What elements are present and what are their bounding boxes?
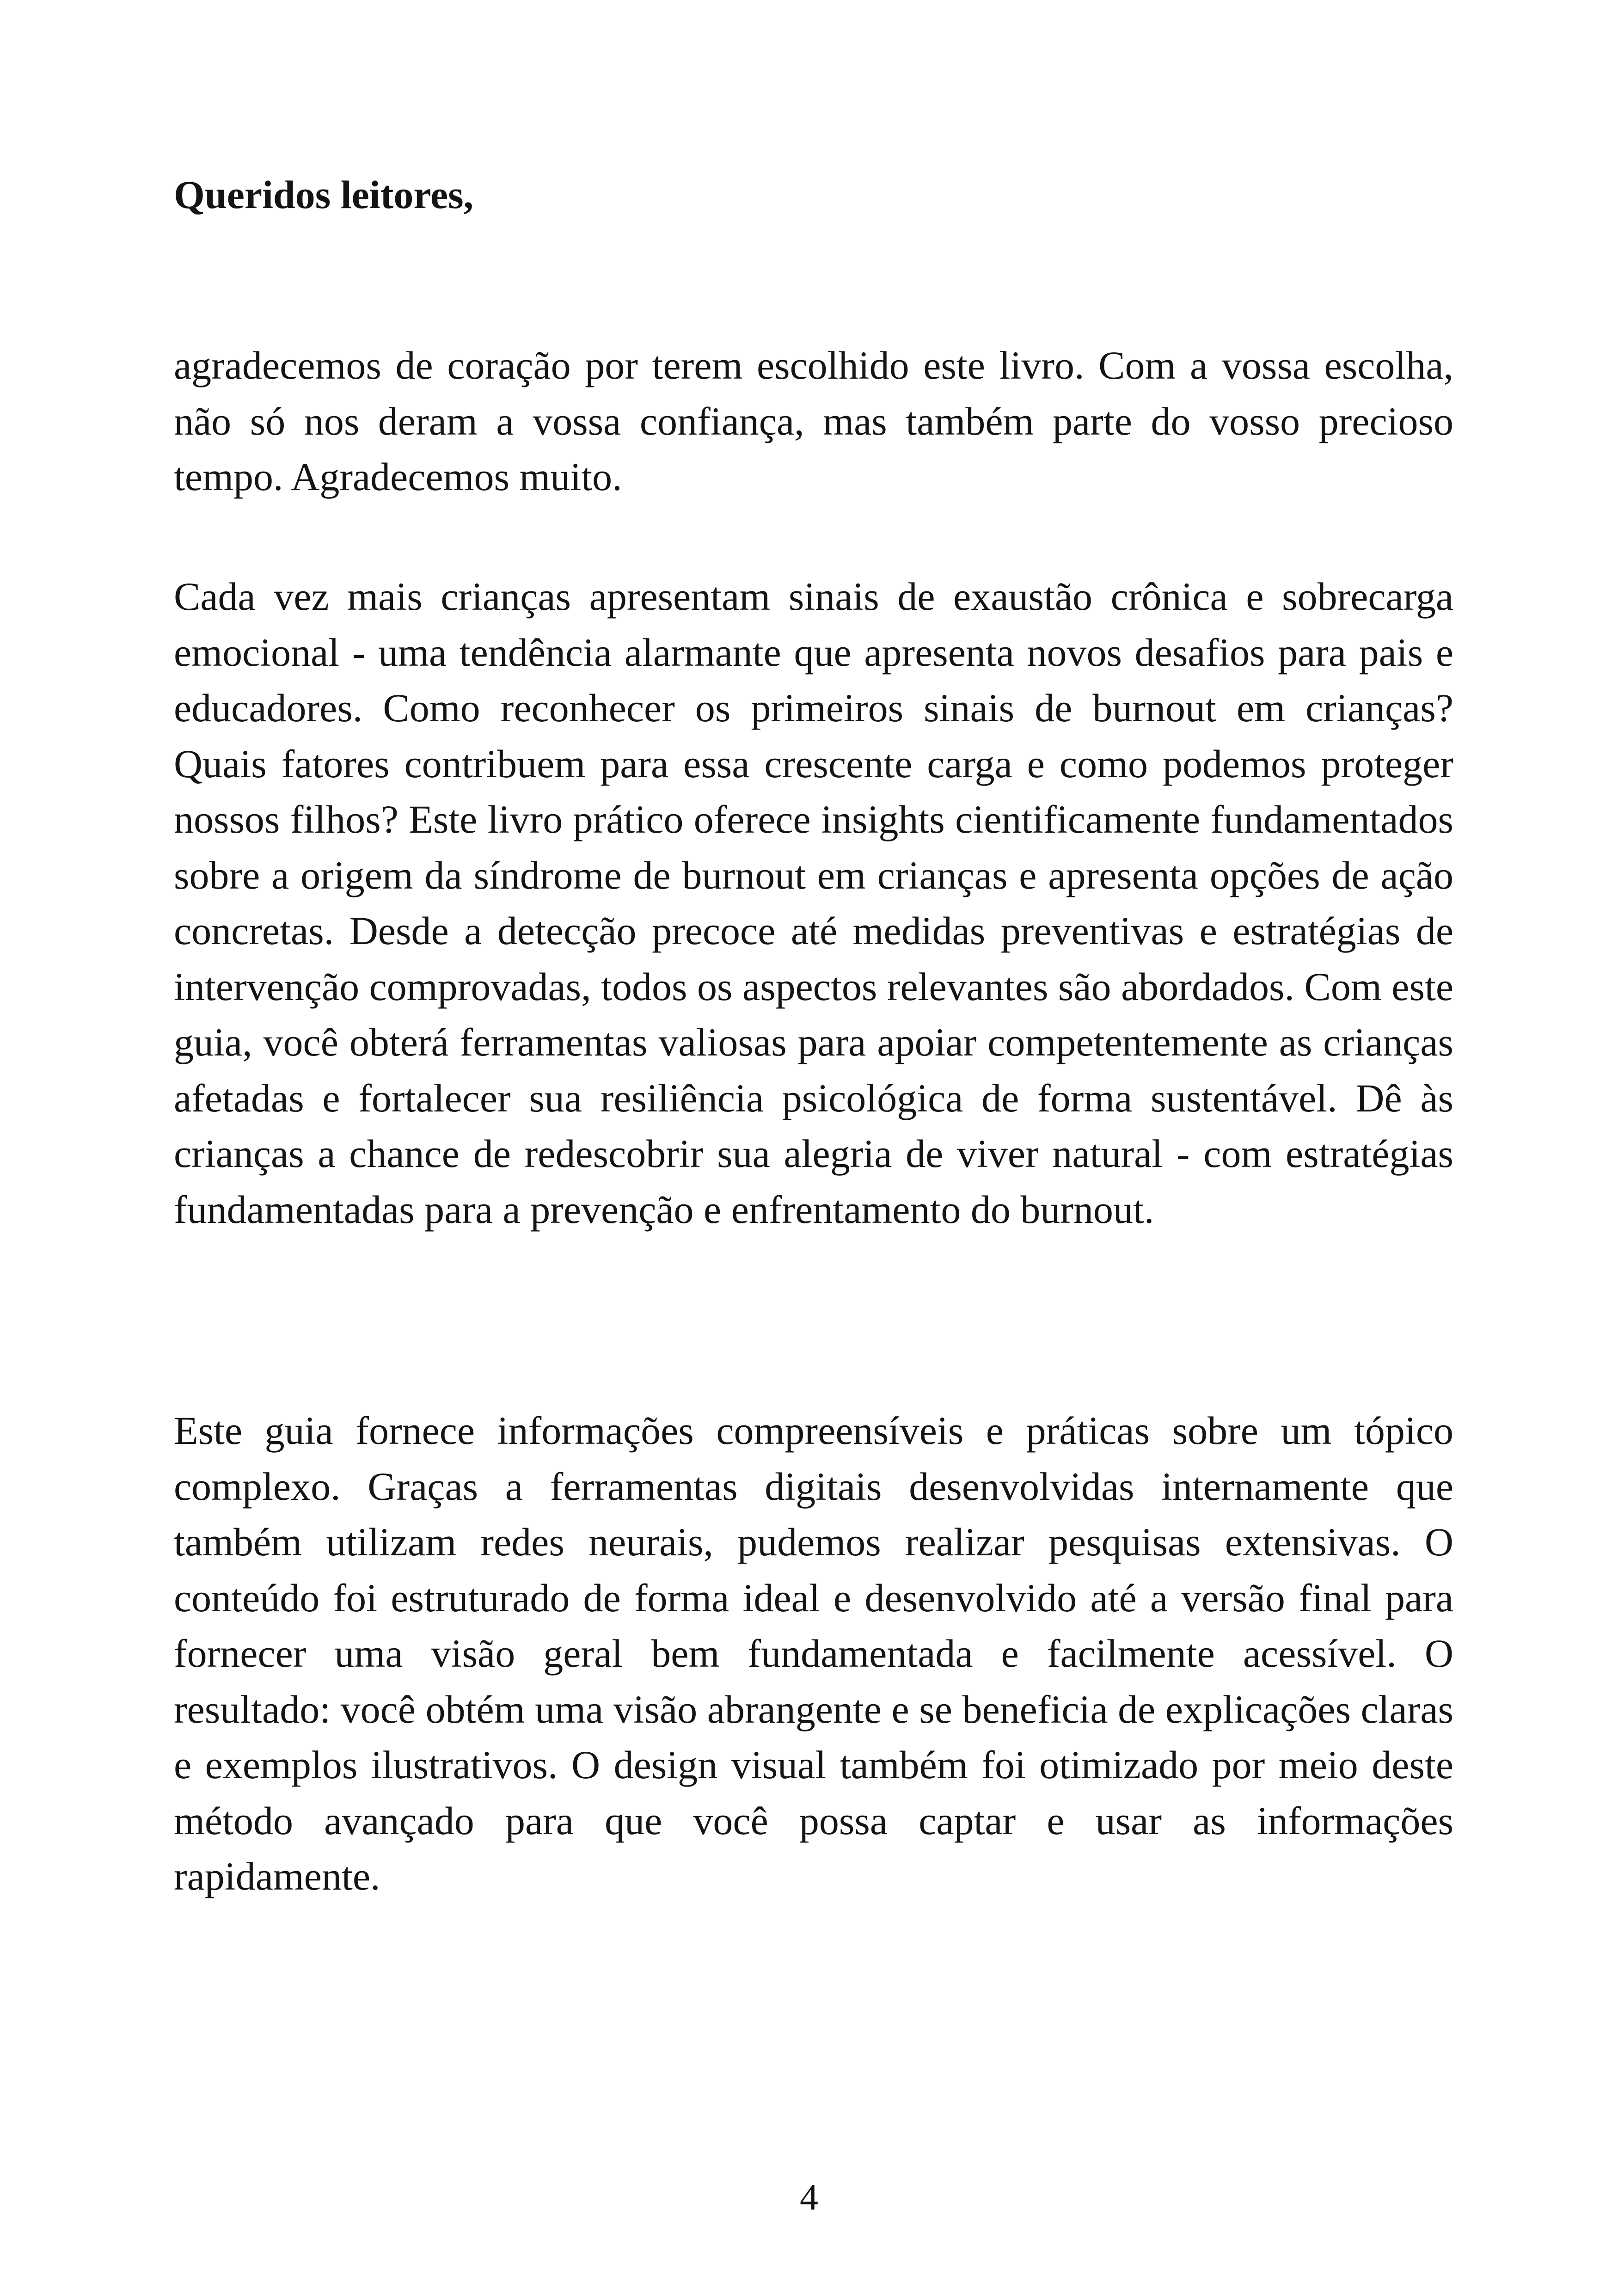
greeting-heading: Queridos leitores,: [174, 172, 474, 217]
paragraph-guide-method: Este guia fornece informações compreensíveis e práticas sobre um tópico complexo. Graças a ferramentas digitais desenvolvidas internamente que também utilizam redes neurais, pudemos realizar pesquisas extensivas. O conteúdo foi estruturado de forma ideal e desenvolvido até a versão final para fornecer uma visão geral bem fundamentada e facilmente acessível. O resultado: você obtém uma visão abrangente e se beneficia de explicações claras e exemplos ilustrativos. O design visual também foi otimizado por meio deste método avançado para que você possa captar e usar as informações rapidamente.: [174, 1408, 1453, 1898]
paragraph-thanks: agradecemos de coração por terem escolhido este livro. Com a vossa escolha, não só nos deram a vossa confiança, mas também parte do vosso precioso tempo. Agradecemos muito.: [174, 343, 1453, 499]
paragraph-book-description: Cada vez mais crianças apresentam sinais de exaustão crônica e sobrecarga emocional - uma tendência alarmante que apresenta novos desafios para pais e educadores. Como reconhecer os primeiros sinais de burnout em crianças? Quais fatores contribuem para essa crescente carga e como podemos proteger nossos filhos? Este livro prático oferece insights cientificamente fundamentados sobre a origem da síndrome de burnout em crianças e apresenta opções de ação concretas. Desde a detecção precoce até medidas preventivas e estratégias de intervenção comprovadas, todos os aspectos relevantes são abordados. Com este guia, você obterá ferramentas valiosas para apoiar competentemente as crianças afetadas e fortalecer sua resiliência psicológica de forma sustentável. Dê às crianças a chance de redescobrir sua alegria de viver natural - com estratégias fundamentadas para a prevenção e enfrentamento do burnout.: [174, 574, 1453, 1232]
page-number: 4: [800, 2177, 818, 2218]
